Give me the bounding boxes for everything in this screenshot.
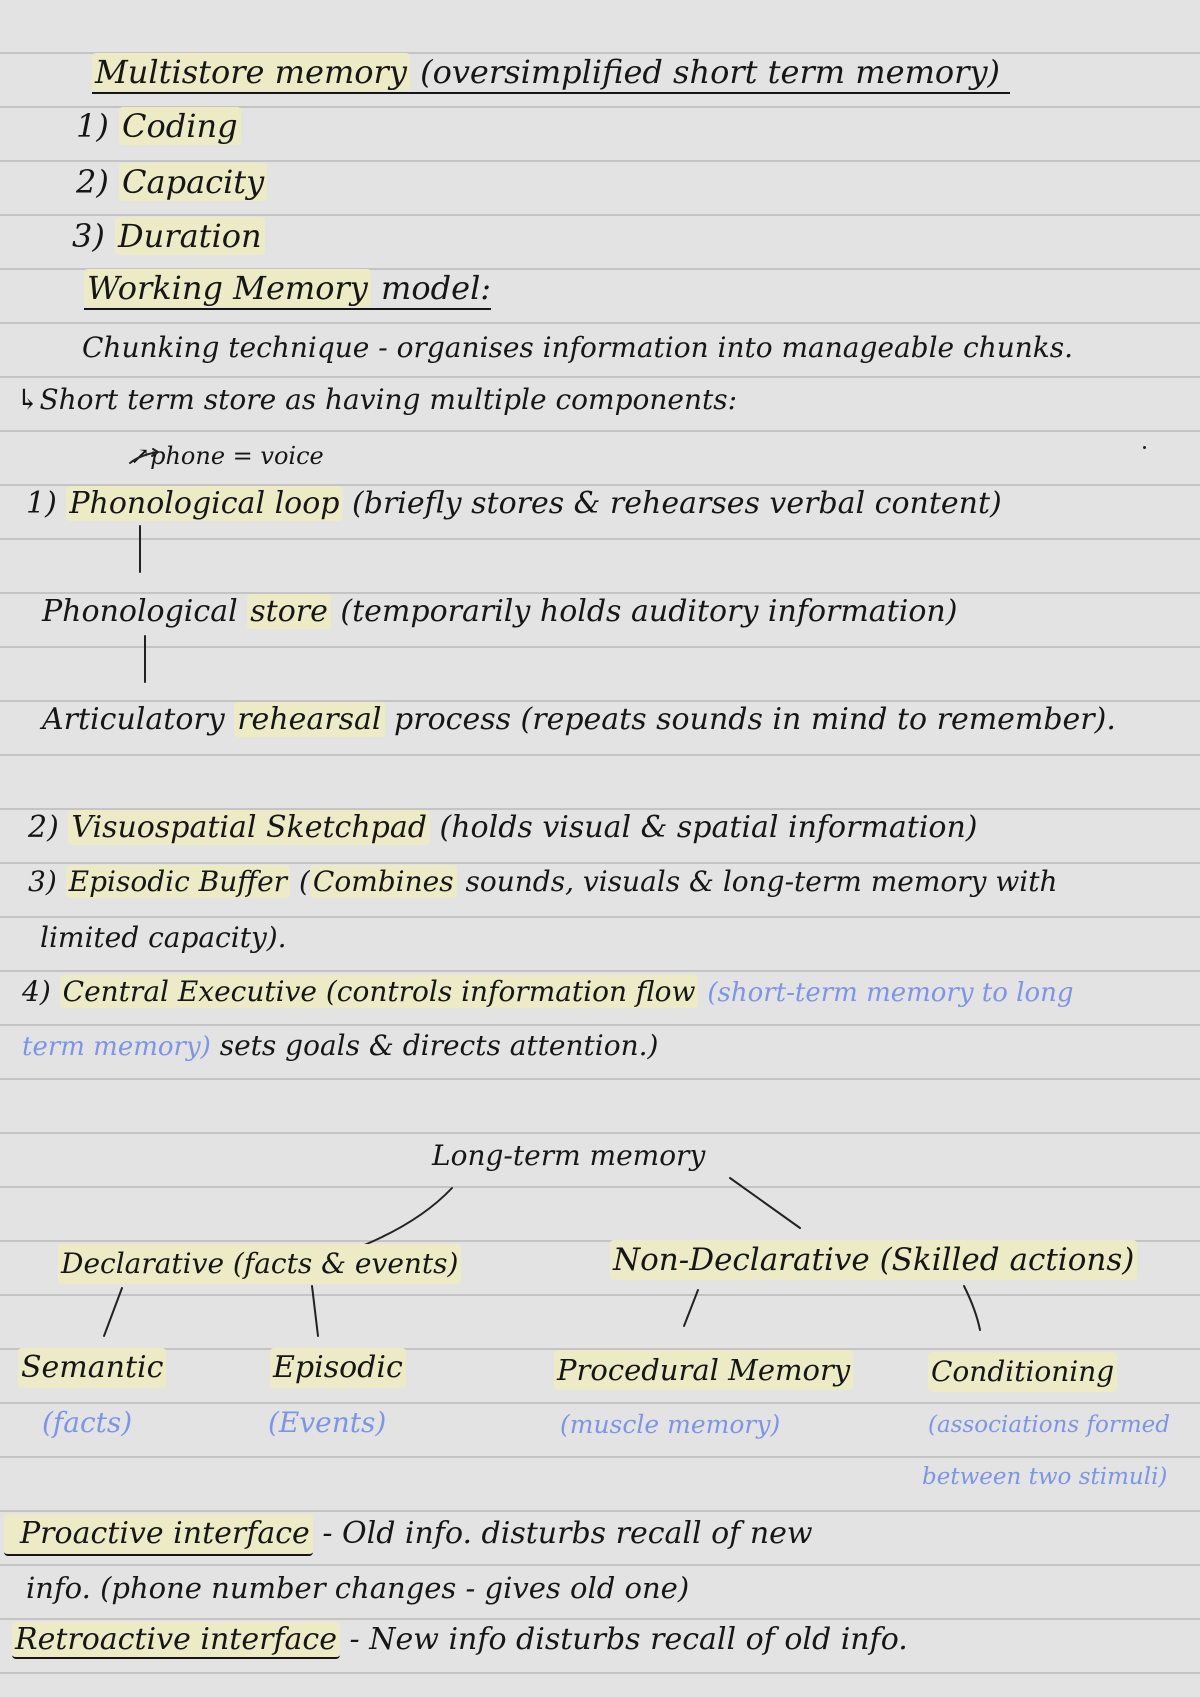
component-name: Episodic Buffer: [66, 865, 290, 898]
list-text: Duration: [115, 217, 265, 255]
artic-highlight: rehearsal: [234, 702, 384, 737]
component-number: 1): [26, 486, 57, 521]
retroactive-term: Retroactive interface: [12, 1622, 340, 1659]
tree-procedural-sub: (muscle memory): [560, 1410, 781, 1439]
component-number: 4): [22, 975, 51, 1008]
store-prefix: Phonological: [42, 594, 238, 629]
component-name: Central Executive (controls information flow: [60, 975, 699, 1008]
tree-conditioning-sub: between two stimuli): [922, 1464, 1168, 1490]
blue-annotation: (short-term memory to long: [707, 978, 1074, 1008]
tree-semantic: Semantic: [18, 1348, 166, 1388]
proactive-line-continued: info. (phone number changes - gives old one): [26, 1571, 690, 1605]
tree-root: Long-term memory: [432, 1139, 706, 1172]
artic-prefix: Articulatory: [42, 702, 225, 737]
proactive-line: [4, 1514, 813, 1556]
combines-highlight: Combines: [310, 865, 457, 898]
list-number: 2): [76, 163, 109, 201]
proactive-term: Proactive interface: [4, 1514, 313, 1556]
list-text: Capacity: [119, 163, 267, 201]
tree-declarative: Declarative (facts & events): [58, 1244, 461, 1284]
list-text: Coding: [119, 107, 241, 145]
heading-rest: model:: [381, 269, 492, 307]
chunking-line: Chunking technique - organises information into manageable chunks.: [82, 331, 1074, 364]
heading-highlight: Working Memory: [84, 269, 371, 307]
title-highlight: Multistore memory: [92, 53, 410, 91]
component-desc: sets goals & directs attention.): [219, 1029, 659, 1062]
store-desc: (temporarily holds auditory information): [340, 594, 958, 629]
blue-annotation: term memory): [22, 1032, 211, 1062]
artic-desc: process (repeats sounds in mind to remember).: [394, 702, 1116, 737]
title-subtitle: (oversimplified short term memory): [420, 53, 1001, 91]
tree-conditioning-sub: (associations formed: [928, 1412, 1170, 1438]
tree-episodic-sub: (Events): [268, 1406, 387, 1439]
tree-episodic: Episodic: [270, 1348, 406, 1388]
store-highlight: store: [247, 594, 331, 629]
short-term-line: ↳Short term store as having multiple components:: [16, 383, 738, 416]
episodic-buffer-continued: limited capacity).: [40, 921, 287, 954]
tree-semantic-sub: (facts): [42, 1406, 133, 1439]
tree-conditioning: Conditioning: [928, 1352, 1117, 1392]
component-desc: sounds, visuals & long-term memory with: [465, 865, 1058, 898]
component-number: 2): [28, 810, 59, 845]
phone-note: ↗phone = voice: [130, 442, 324, 470]
stray-dot: [1143, 446, 1146, 449]
component-desc: (holds visual & spatial information): [439, 810, 978, 845]
retroactive-line: [12, 1620, 908, 1660]
tree-procedural: Procedural Memory: [554, 1350, 853, 1390]
component-desc: (briefly stores & rehearses verbal content): [352, 486, 1002, 521]
retroactive-definition: - New info disturbs recall of old info.: [349, 1622, 908, 1657]
proactive-definition: - Old info. disturbs recall of new: [322, 1516, 813, 1551]
list-number: 1): [76, 107, 109, 145]
component-name: Phonological loop: [66, 486, 342, 521]
component-paren: (: [298, 865, 310, 898]
tree-non-declarative: Non-Declarative (Skilled actions): [610, 1240, 1137, 1280]
list-number: 3): [72, 217, 105, 255]
component-number: 3): [28, 865, 57, 898]
component-name: Visuospatial Sketchpad: [68, 810, 430, 845]
